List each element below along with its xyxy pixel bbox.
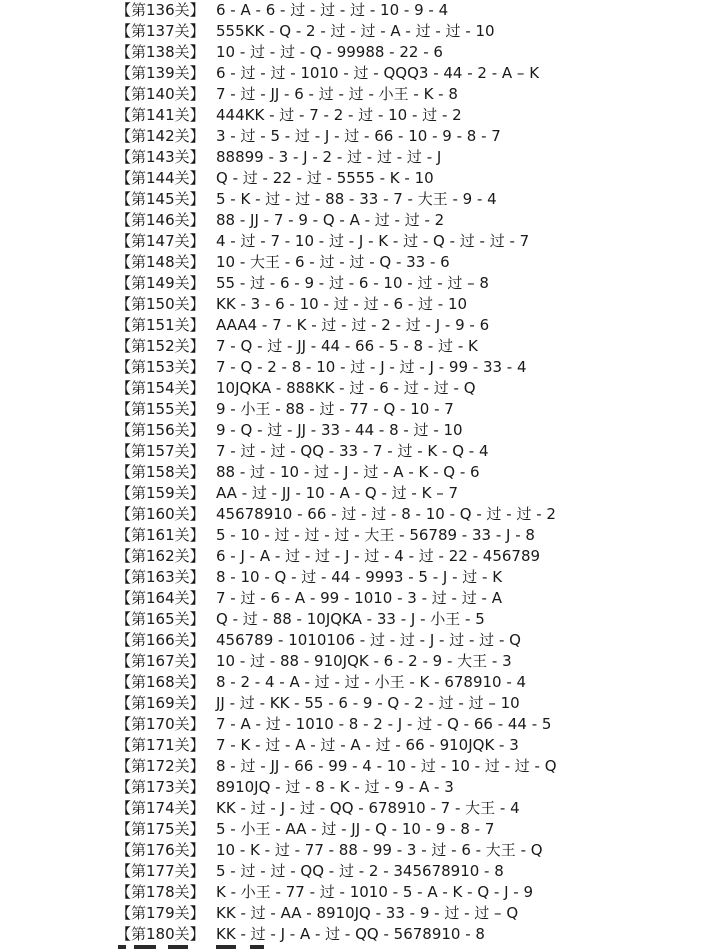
level-row [116,42,706,63]
level-label: 【第168关】 [116,673,205,691]
level-sequence: 8 - 2 - 4 - A - 过 - 过 - 小王 - K - 678910 - 4 [216,673,527,691]
level-label: 【第179关】 [116,904,205,922]
level-row [116,588,706,609]
level-sequence: 5 - 小王 - AA - 过 - JJ - Q - 10 - 9 - 8 - 7 [216,820,495,838]
level-sequence: 3 - 过 - 5 - 过 - J - 过 - 66 - 10 - 9 - 8 - 7 [216,127,501,145]
level-row [116,294,706,315]
level-label: 【第156关】 [116,421,205,439]
level-sequence: 7 - 过 - 6 - A - 99 - 1010 - 3 - 过 - 过 - A [216,589,502,607]
level-row [116,105,706,126]
level-sequence: K - 小王 - 77 - 过 - 1010 - 5 - A - K - Q - J - 9 [216,883,533,901]
level-list [116,0,706,945]
level-label: 【第175关】 [116,820,205,838]
level-row [116,861,706,882]
level-sequence: 6 - J - A - 过 - 过 - J - 过 - 4 - 过 - 22 - 456789 [216,547,541,565]
level-row [116,546,706,567]
level-row [116,630,706,651]
level-row [116,777,706,798]
level-sequence: 7 - Q - 过 - JJ - 44 - 66 - 5 - 8 - 过 - K [216,337,478,355]
level-sequence: 88899 - 3 - J - 2 - 过 - 过 - 过 - J [216,148,442,166]
level-row [116,210,706,231]
level-row [116,21,706,42]
cut-off-fragment [134,945,156,949]
cut-off-fragment [168,945,188,949]
level-row [116,609,706,630]
level-sequence: 10JQKA - 888KK - 过 - 6 - 过 - 过 - Q [216,379,476,397]
level-label: 【第164关】 [116,589,205,607]
level-row [116,693,706,714]
level-row [116,273,706,294]
level-sequence: Q - 过 - 22 - 过 - 5555 - K - 10 [216,169,434,187]
level-label: 【第137关】 [116,22,205,40]
level-sequence: 444KK - 过 - 7 - 2 - 过 - 10 - 过 - 2 [216,106,462,124]
level-sequence: 10 - 大王 - 6 - 过 - 过 - Q - 33 - 6 [216,253,450,271]
level-row [116,840,706,861]
level-sequence: 9 - Q - 过 - JJ - 33 - 44 - 8 - 过 - 10 [216,421,463,439]
level-row [116,567,706,588]
level-sequence: 5 - K - 过 - 过 - 88 - 33 - 7 - 大王 - 9 - 4 [216,190,497,208]
level-label: 【第147关】 [116,232,205,250]
level-row [116,378,706,399]
level-row [116,756,706,777]
level-row [116,903,706,924]
level-label: 【第138关】 [116,43,205,61]
level-row [116,399,706,420]
level-label: 【第172关】 [116,757,205,775]
level-row [116,735,706,756]
level-label: 【第171关】 [116,736,205,754]
level-label: 【第166关】 [116,631,205,649]
level-sequence: 7 - K - 过 - A - 过 - A - 过 - 66 - 910JQK - 3 [216,736,519,754]
cut-off-fragment [216,945,236,949]
level-label: 【第167关】 [116,652,205,670]
level-row [116,882,706,903]
level-label: 【第163关】 [116,568,205,586]
level-sequence: 7 - 过 - JJ - 6 - 过 - 过 - 小王 - K - 8 [216,85,458,103]
level-row [116,168,706,189]
level-row [116,441,706,462]
level-row [116,672,706,693]
level-label: 【第178关】 [116,883,205,901]
level-sequence: 7 - 过 - 过 - QQ - 33 - 7 - 过 - K - Q - 4 [216,442,489,460]
level-label: 【第152关】 [116,337,205,355]
level-label: 【第151关】 [116,316,205,334]
level-sequence: 10 - 过 - 88 - 910JQK - 6 - 2 - 9 - 大王 - 3 [216,652,512,670]
level-sequence: KK - 过 - J - A - 过 - QQ - 5678910 - 8 [216,925,485,943]
level-label: 【第150关】 [116,295,205,313]
level-row [116,525,706,546]
level-row [116,63,706,84]
level-sequence: 6 - A - 6 - 过 - 过 - 过 - 10 - 9 - 4 [216,1,449,19]
level-label: 【第174关】 [116,799,205,817]
level-label: 【第141关】 [116,106,205,124]
level-label: 【第180关】 [116,925,205,943]
level-sequence: 8 - 10 - Q - 过 - 44 - 9993 - 5 - J - 过 - K [216,568,503,586]
level-sequence: JJ - 过 - KK - 55 - 6 - 9 - Q - 2 - 过 - 过 – 10 [216,694,520,712]
level-sequence: AA - 过 - JJ - 10 - A - Q - 过 - K – 7 [216,484,458,502]
level-row [116,315,706,336]
level-label: 【第160关】 [116,505,205,523]
level-label: 【第159关】 [116,484,205,502]
level-sequence: KK - 3 - 6 - 10 - 过 - 过 - 6 - 过 - 10 [216,295,468,313]
level-label: 【第154关】 [116,379,205,397]
level-label: 【第149关】 [116,274,205,292]
level-sequence: 6 - 过 - 过 - 1010 - 过 - QQQ3 - 44 - 2 - A – K [216,64,540,82]
level-row [116,252,706,273]
level-label: 【第165关】 [116,610,205,628]
level-sequence: 10 - 过 - 过 - Q - 99988 - 22 - 6 [216,43,443,61]
level-row [116,420,706,441]
level-row [116,189,706,210]
level-sequence: KK - 过 - AA - 8910JQ - 33 - 9 - 过 - 过 – Q [216,904,519,922]
cut-off-fragment [250,945,264,949]
level-label: 【第143关】 [116,148,205,166]
level-row [116,714,706,735]
level-row [116,462,706,483]
level-label: 【第176关】 [116,841,205,859]
level-row [116,336,706,357]
level-label: 【第148关】 [116,253,205,271]
level-label: 【第170关】 [116,715,205,733]
level-sequence: KK - 过 - J - 过 - QQ - 678910 - 7 - 大王 - 4 [216,799,520,817]
cut-off-fragment [118,945,126,949]
level-row [116,147,706,168]
level-sequence: 7 - A - 过 - 1010 - 8 - 2 - J - 过 - Q - 66 - 44 - 5 [216,715,552,733]
level-sequence: 8910JQ - 过 - 8 - K - 过 - 9 - A - 3 [216,778,454,796]
level-sequence: 88 - JJ - 7 - 9 - Q - A - 过 - 过 - 2 [216,211,445,229]
level-sequence: 5 - 过 - 过 - QQ - 过 - 2 - 345678910 - 8 [216,862,504,880]
level-row [116,504,706,525]
level-label: 【第146关】 [116,211,205,229]
level-sequence: 4 - 过 - 7 - 10 - 过 - J - K - 过 - Q - 过 - 过 - 7 [216,232,530,250]
level-sequence: 8 - 过 - JJ - 66 - 99 - 4 - 10 - 过 - 10 - 过 - 过 - Q [216,757,557,775]
level-label: 【第140关】 [116,85,205,103]
level-row [116,84,706,105]
level-label: 【第169关】 [116,694,205,712]
level-label: 【第177关】 [116,862,205,880]
level-label: 【第157关】 [116,442,205,460]
level-sequence: 555KK - Q - 2 - 过 - 过 - A - 过 - 过 - 10 [216,22,495,40]
level-label: 【第161关】 [116,526,205,544]
level-sequence: 5 - 10 - 过 - 过 - 过 - 大王 - 56789 - 33 - J - 8 [216,526,535,544]
level-row [116,357,706,378]
level-sequence: 88 - 过 - 10 - 过 - J - 过 - A - K - Q - 6 [216,463,480,481]
level-label: 【第155关】 [116,400,205,418]
level-label: 【第139关】 [116,64,205,82]
level-row [116,819,706,840]
level-sequence: Q - 过 - 88 - 10JQKA - 33 - J - 小王 - 5 [216,610,485,628]
level-label: 【第144关】 [116,169,205,187]
level-label: 【第142关】 [116,127,205,145]
level-row [116,483,706,504]
level-row [116,924,706,945]
level-label: 【第158关】 [116,463,205,481]
level-sequence: 456789 - 1010106 - 过 - 过 - J - 过 - 过 - Q [216,631,521,649]
level-row [116,126,706,147]
level-sequence: 10 - K - 过 - 77 - 88 - 99 - 3 - 过 - 6 - 大王 - Q [216,841,543,859]
level-sequence: 9 - 小王 - 88 - 过 - 77 - Q - 10 - 7 [216,400,454,418]
level-row [116,651,706,672]
level-row [116,798,706,819]
level-row [116,231,706,252]
level-sequence: 55 - 过 - 6 - 9 - 过 - 6 - 10 - 过 - 过 – 8 [216,274,489,292]
level-label: 【第136关】 [116,1,205,19]
level-label: 【第153关】 [116,358,205,376]
level-row [116,0,706,21]
level-label: 【第162关】 [116,547,205,565]
level-sequence: 7 - Q - 2 - 8 - 10 - 过 - J - 过 - J - 99 - 33 - 4 [216,358,527,376]
cut-off-next-row [116,944,316,949]
level-label: 【第173关】 [116,778,205,796]
level-label: 【第145关】 [116,190,205,208]
level-sequence: 45678910 - 66 - 过 - 过 - 8 - 10 - Q - 过 - 过 - 2 [216,505,556,523]
level-sequence: AAA4 - 7 - K - 过 - 过 - 2 - 过 - J - 9 - 6 [216,316,490,334]
